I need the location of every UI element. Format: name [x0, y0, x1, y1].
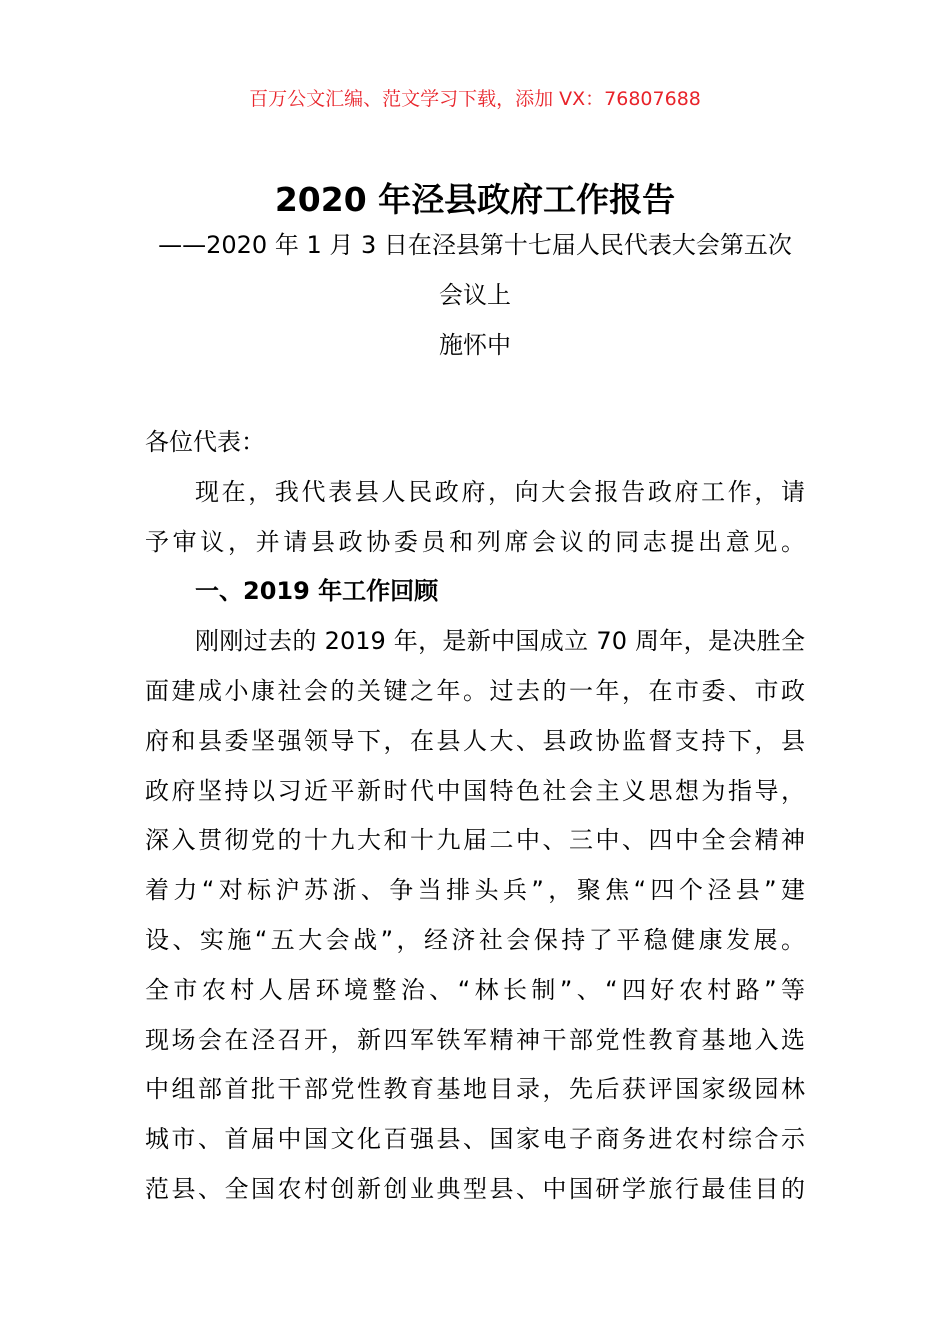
paragraph-line: 刚刚过去的 2019 年，是新中国成立 70 周年，是决胜全 — [195, 627, 805, 656]
document-title: 2020 年泾县政府工作报告 — [274, 180, 676, 219]
subtitle-line: ——2020 年 1 月 3 日在泾县第十七届人民代表大会第五次 — [158, 231, 792, 259]
paragraph-line: 府和县委坚强领导下，在县人大、县政协监督支持下，县 — [145, 726, 805, 755]
subtitle-line: 会议上 — [439, 281, 511, 309]
paragraph-line: 现在，我代表县人民政府，向大会报告政府工作，请 — [195, 477, 805, 506]
paragraph-line: 范县、全国农村创新创业典型县、中国研学旅行最佳目的 — [145, 1174, 805, 1203]
watermark-header: 百万公文汇编、范文学习下载，添加 VX：76807688 — [249, 88, 701, 110]
paragraph-line: 深入贯彻党的十九大和十九届二中、三中、四中全会精神 — [145, 826, 805, 855]
author-name: 施怀中 — [439, 331, 511, 359]
section-heading: 一、2019 年工作回顾 — [195, 577, 439, 606]
paragraph-line: 现场会在泾召开，新四军铁军精神干部党性教育基地入选 — [145, 1025, 805, 1054]
paragraph-line: 政府坚持以习近平新时代中国特色社会主义思想为指导， — [145, 776, 805, 805]
paragraph-line: 面建成小康社会的关键之年。过去的一年，在市委、市政 — [145, 676, 805, 705]
paragraph-line: 中组部首批干部党性教育基地目录，先后获评国家级园林 — [145, 1075, 805, 1104]
paragraph-line: 予审议，并请县政协委员和列席会议的同志提出意见。 — [145, 527, 805, 556]
paragraph-line: 着力“对标沪苏浙、争当排头兵”，聚焦“四个泾县”建 — [145, 876, 805, 905]
salutation: 各位代表： — [145, 428, 265, 456]
document-body — [145, 418, 805, 1215]
paragraph-line: 设、实施“五大会战”，经济社会保持了平稳健康发展。 — [145, 925, 805, 954]
paragraph-line: 全市农村人居环境整治、“林长制”、“四好农村路”等 — [145, 975, 805, 1004]
paragraph-line: 城市、首届中国文化百强县、国家电子商务进农村综合示 — [145, 1125, 805, 1154]
